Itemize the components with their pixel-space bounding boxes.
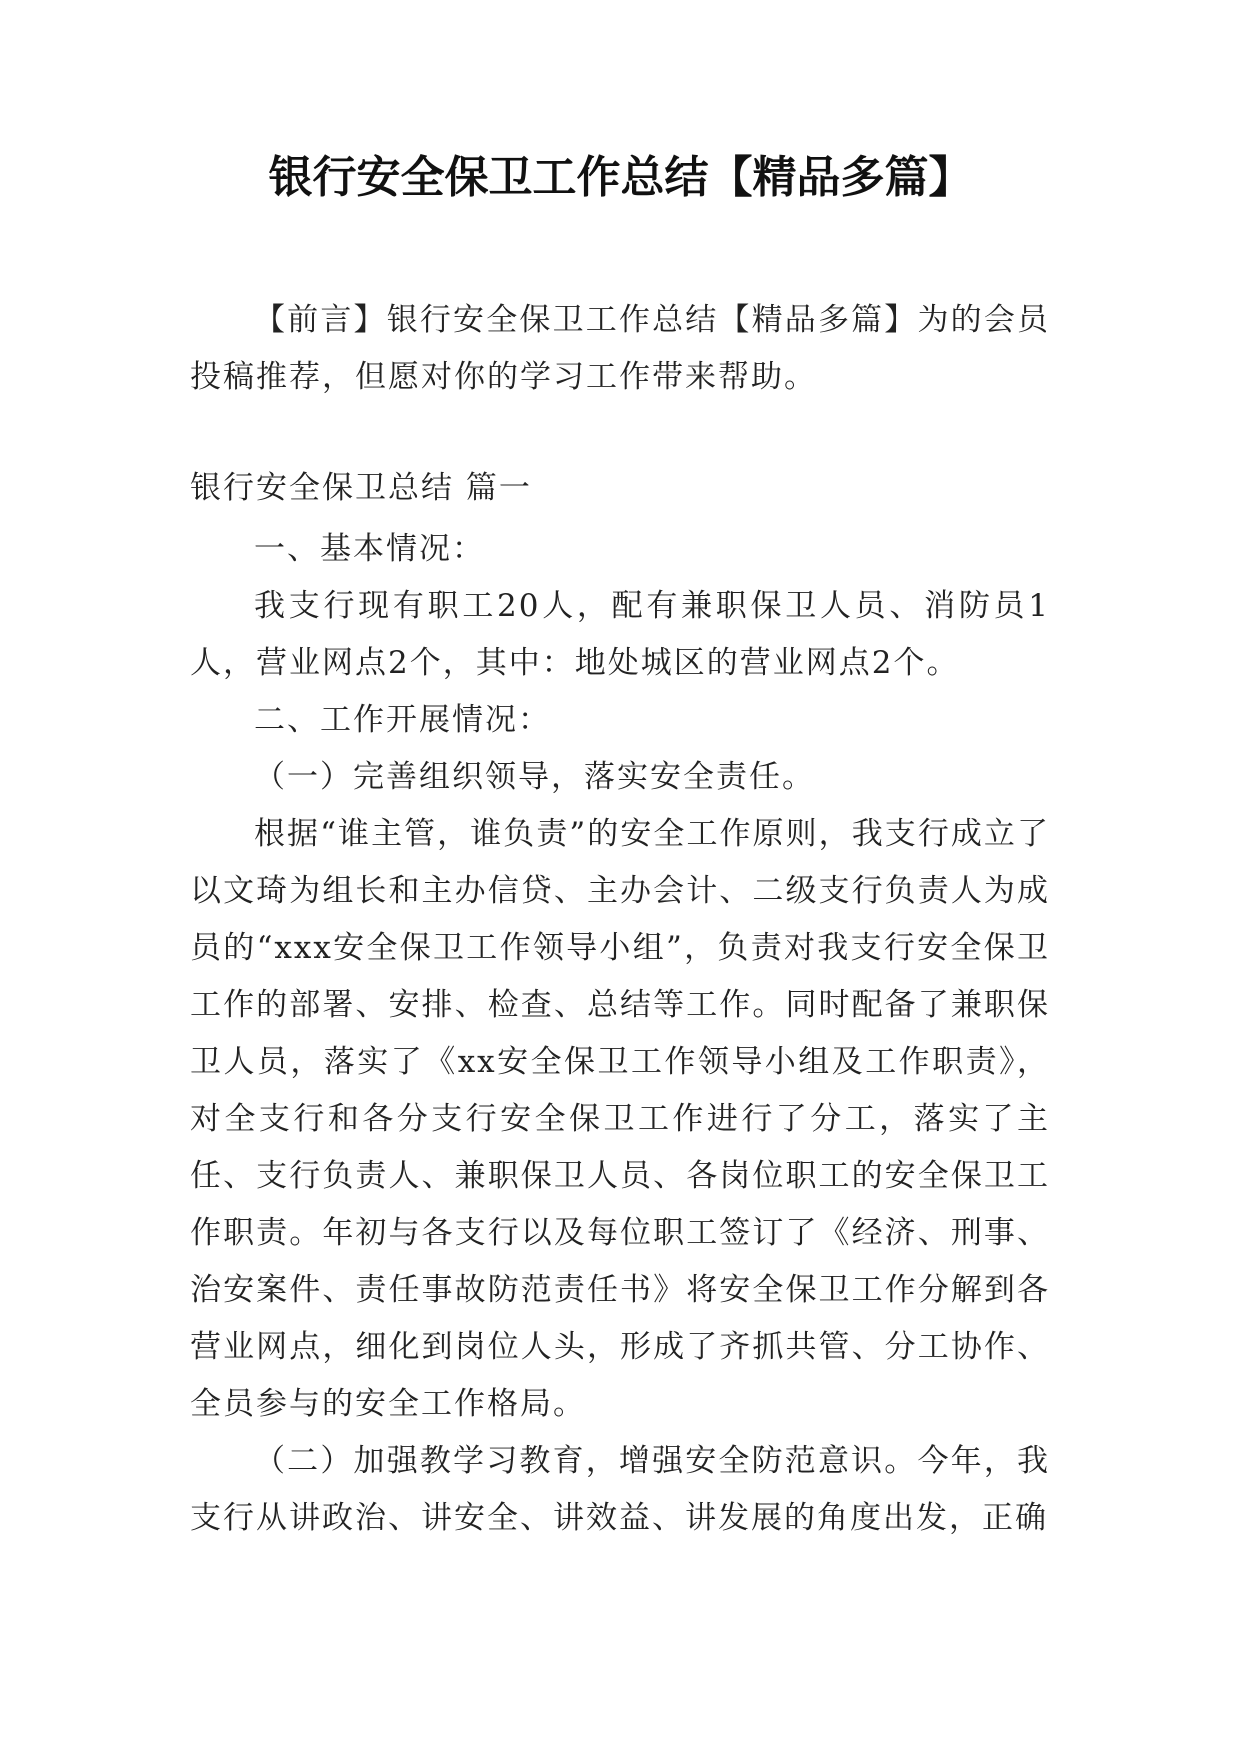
body-paragraph: 二、工作开展情况： [254,702,551,738]
body-paragraph: （二）加强教学习教育，增强安全防范意识。今年，我支行从讲政治、讲安全、讲效益、讲发展的角度出发，正确 [190,1443,1050,1536]
section-heading: 银行安全保卫总结 篇一 [190,470,532,506]
preface-paragraph: 【前言】银行安全保卫工作总结【精品多篇】为的会员投稿推荐，但愿对你的学习工作带来帮助。 [190,302,1050,395]
body-paragraph: 根据“谁主管，谁负责”的安全工作原则，我支行成立了以文琦为组长和主办信贷、主办会计、二级支行负责人为成员的“xxx安全保卫工作领导小组”，负责对我支行安全保卫工作的部署、安排、检查、总结等工作。同时配备了兼职保卫人员，落实了《xx安全保卫工作领导小组及工作职责》，对全支行和各分支行安全保卫工作进行了分工，落实了主任、支行负责人、兼职保卫人员、各岗位职工的安全保卫工作职责。年初与各支行以及每位职工签订了《经济、刑事、治安案件、责任事故防范责任书》将安全保卫工作分解到各营业网点，细化到岗位人头，形成了齐抓共管、分工协作、全员参与的安全工作格局。 [190,816,1050,1422]
document-body [190,521,1050,1547]
document-title: 银行安全保卫工作总结【精品多篇】 [268,152,973,203]
body-paragraph: 一、基本情况： [254,531,485,567]
body-paragraph: （一）完善组织领导，落实安全责任。 [254,759,815,795]
body-paragraph: 我支行现有职工20人，配有兼职保卫人员、消防员1人，营业网点2个，其中：地处城区的营业网点2个。 [190,588,1050,681]
